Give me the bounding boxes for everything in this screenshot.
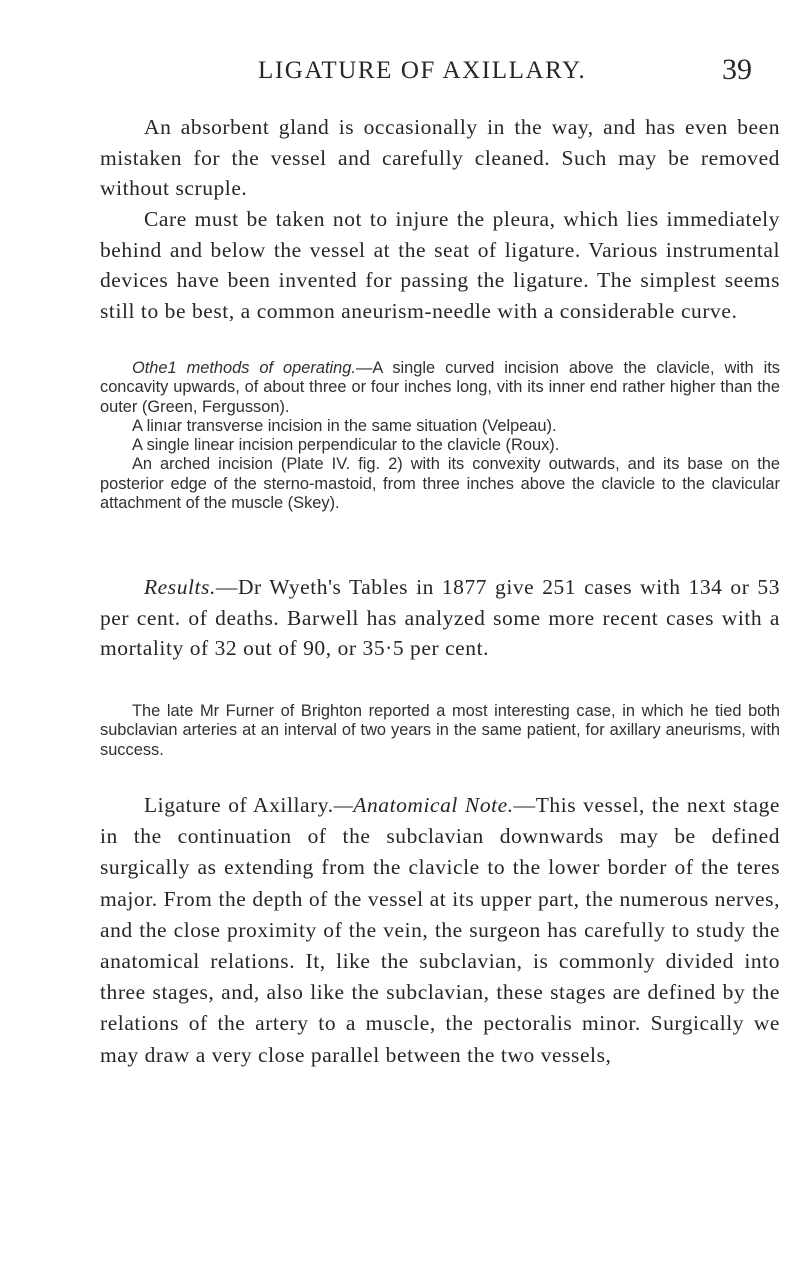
ligature-heading: Ligature of Axillary.: [144, 793, 334, 817]
results-paragraph: [100, 572, 780, 664]
other-methods-text: —A single curved incision above the clavicle, with its concavity upwards, of about three or four inches long, vith its inner end rather higher than the outer (Green, Fergusson).: [100, 359, 781, 416]
other-methods-item: A single linear incision perpendicular to the clavicle (Roux).: [132, 436, 560, 455]
other-methods-paragraph: [100, 359, 780, 417]
ligature-paragraph: [100, 790, 780, 1071]
other-methods-section: [100, 359, 780, 513]
results-text: —Dr Wyeth's Tables in 1877 give 251 cases with 134 or 53 per cent. of deaths. Barwell has analyzed some more recent cases with a mortality of 32 out of 90, or 35·5 per cent.: [100, 575, 780, 661]
running-head: LIGATURE OF AXILLARY.: [258, 57, 587, 84]
paragraph-pleura: Care must be taken not to injure the pleura, which lies immediately behind and below the vessel at the seat of ligature. Various instrumental devices have been invented for passing the ligature. The simplest seems still to be best, a common aneurism-needle with a considerable curve.: [100, 207, 780, 323]
other-methods-item: A linıar transverse incision in the same situation (Velpeau).: [132, 416, 557, 435]
other-methods-item: An arched incision (Plate IV. fig. 2) with its convexity outwards, and its base on the posterior edge of the sterno-mastoid, from three inches above the clavicle to the clavicular attachment of the muscle (Skey).: [100, 455, 780, 513]
paragraph-absorbent-gland: An absorbent gland is occasionally in the way, and has even been mistaken for the vessel and carefully cleaned. Such may be removed without scruple.: [100, 115, 780, 201]
results-heading: Results.: [144, 575, 216, 599]
page-number: 39: [722, 53, 752, 86]
ligature-subheading: —Anatomical Note.: [333, 793, 514, 817]
furner-paragraph: The late Mr Furner of Brighton reported a most interesting case, in which he tied both subclavian arteries at an interval of two years in the same patient, for axillary aneurisms, with success.: [100, 702, 780, 759]
ligature-text: —This vessel, the next stage in the continuation of the subclavian downwards may be defined surgically as extending from the clavicle to the lower border of the teres major. From the depth of the vessel at its upper part, the numerous nerves, and the close proximity of the vein, the surgeon has carefully to study the anatomical relations. It, like the subclavian, is commonly divided into three stages, and, also like the subclavian, these stages are defined by the relations of the artery to a muscle, the pectoralis minor. Surgically we may draw a very close parallel between the two vessels,: [100, 793, 780, 1067]
other-methods-heading: Othe1 methods of operating.: [132, 359, 356, 377]
page-header: [0, 53, 800, 96]
